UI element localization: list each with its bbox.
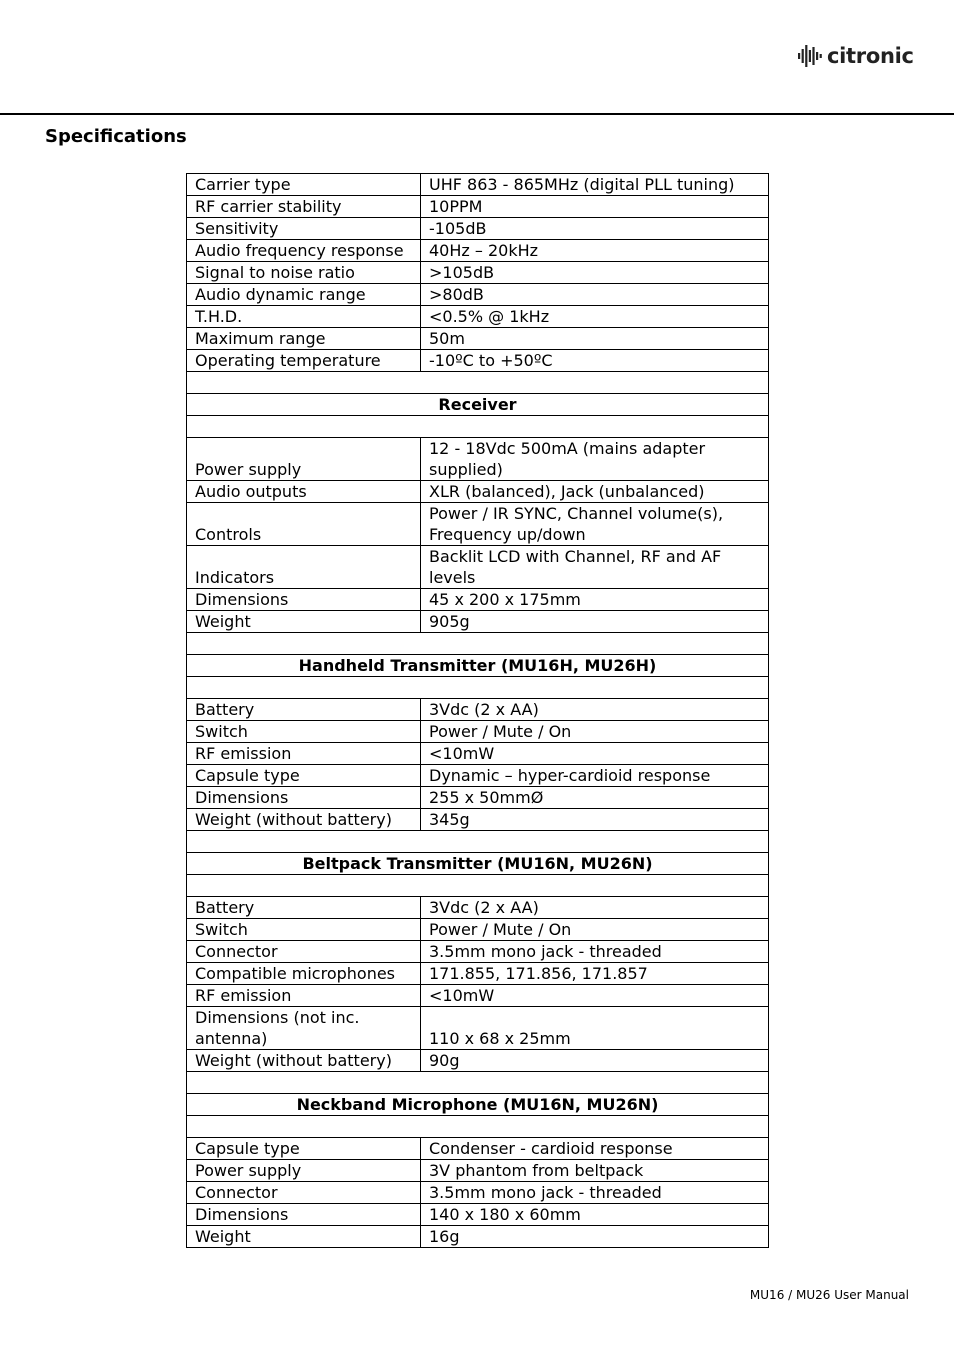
section-heading-row bbox=[187, 853, 769, 875]
spec-value: Power / Mute / On bbox=[421, 919, 769, 941]
spec-label: Sensitivity bbox=[187, 218, 421, 240]
spec-label: Battery bbox=[187, 699, 421, 721]
table-row bbox=[187, 1007, 769, 1050]
brand-logo bbox=[797, 42, 914, 70]
spec-value: XLR (balanced), Jack (unbalanced) bbox=[421, 481, 769, 503]
spec-value: 171.855, 171.856, 171.857 bbox=[421, 963, 769, 985]
spec-value: Condenser - cardioid response bbox=[421, 1138, 769, 1160]
spec-label: Audio dynamic range bbox=[187, 284, 421, 306]
spec-label: Weight bbox=[187, 611, 421, 633]
spec-value: -10ºC to +50ºC bbox=[421, 350, 769, 372]
spec-value: 45 x 200 x 175mm bbox=[421, 589, 769, 611]
spec-label: RF emission bbox=[187, 985, 421, 1007]
table-row bbox=[187, 1138, 769, 1160]
spec-label: Dimensions bbox=[187, 589, 421, 611]
spec-value: >80dB bbox=[421, 284, 769, 306]
spec-label: Dimensions (not inc. antenna) bbox=[187, 1007, 421, 1050]
table-row bbox=[187, 481, 769, 503]
spec-value: 345g bbox=[421, 809, 769, 831]
table-row bbox=[187, 1160, 769, 1182]
spec-value: UHF 863 - 865MHz (digital PLL tuning) bbox=[421, 174, 769, 196]
table-row bbox=[187, 787, 769, 809]
table-row bbox=[187, 721, 769, 743]
spacer-cell bbox=[187, 372, 769, 394]
section-heading: Receiver bbox=[187, 394, 769, 416]
spec-label: Operating temperature bbox=[187, 350, 421, 372]
table-row bbox=[187, 174, 769, 196]
spec-value: 3.5mm mono jack - threaded bbox=[421, 1182, 769, 1204]
spec-label: Connector bbox=[187, 1182, 421, 1204]
spacer-cell bbox=[187, 831, 769, 853]
section-heading: Beltpack Transmitter (MU16N, MU26N) bbox=[187, 853, 769, 875]
spacer-cell bbox=[187, 677, 769, 699]
spec-label: T.H.D. bbox=[187, 306, 421, 328]
spec-label: Power supply bbox=[187, 1160, 421, 1182]
table-row bbox=[187, 809, 769, 831]
spec-label: Weight (without battery) bbox=[187, 1050, 421, 1072]
spacer-cell bbox=[187, 416, 769, 438]
spacer-row bbox=[187, 416, 769, 438]
spec-value: <0.5% @ 1kHz bbox=[421, 306, 769, 328]
spec-label: Dimensions bbox=[187, 1204, 421, 1226]
table-row bbox=[187, 1182, 769, 1204]
spec-value: >105dB bbox=[421, 262, 769, 284]
table-row bbox=[187, 919, 769, 941]
spacer-cell bbox=[187, 633, 769, 655]
table-row bbox=[187, 941, 769, 963]
spec-value: Power / IR SYNC, Channel volume(s), Frequency up/down bbox=[421, 503, 769, 546]
spec-label: RF emission bbox=[187, 743, 421, 765]
table-row bbox=[187, 897, 769, 919]
spec-label: Audio outputs bbox=[187, 481, 421, 503]
spacer-cell bbox=[187, 1116, 769, 1138]
section-heading: Neckband Microphone (MU16N, MU26N) bbox=[187, 1094, 769, 1116]
spec-value: Power / Mute / On bbox=[421, 721, 769, 743]
spec-label: RF carrier stability bbox=[187, 196, 421, 218]
spacer-row bbox=[187, 1116, 769, 1138]
table-row bbox=[187, 328, 769, 350]
spec-value: <10mW bbox=[421, 743, 769, 765]
table-row bbox=[187, 611, 769, 633]
spec-label: Switch bbox=[187, 721, 421, 743]
spec-label: Controls bbox=[187, 503, 421, 546]
table-row bbox=[187, 306, 769, 328]
page-title: Specifications bbox=[45, 126, 187, 147]
table-row bbox=[187, 743, 769, 765]
spec-label: Battery bbox=[187, 897, 421, 919]
spec-value: Dynamic – hyper-cardioid response bbox=[421, 765, 769, 787]
header-divider bbox=[0, 113, 954, 115]
spec-value: 90g bbox=[421, 1050, 769, 1072]
table-row bbox=[187, 765, 769, 787]
spec-value: 905g bbox=[421, 611, 769, 633]
spec-label: Switch bbox=[187, 919, 421, 941]
table-row bbox=[187, 240, 769, 262]
table-row bbox=[187, 503, 769, 546]
spec-label: Maximum range bbox=[187, 328, 421, 350]
spec-value: 16g bbox=[421, 1226, 769, 1248]
section-heading-row bbox=[187, 394, 769, 416]
table-row bbox=[187, 589, 769, 611]
table-row bbox=[187, 1204, 769, 1226]
table-row bbox=[187, 438, 769, 481]
spec-label: Connector bbox=[187, 941, 421, 963]
spacer-cell bbox=[187, 1072, 769, 1094]
spec-label: Compatible microphones bbox=[187, 963, 421, 985]
table-row bbox=[187, 546, 769, 589]
spec-value: 3V phantom from beltpack bbox=[421, 1160, 769, 1182]
spacer-row bbox=[187, 633, 769, 655]
spec-label: Capsule type bbox=[187, 1138, 421, 1160]
brand-name: citronic bbox=[827, 44, 914, 68]
table-row bbox=[187, 196, 769, 218]
spacer-row bbox=[187, 677, 769, 699]
table-row bbox=[187, 985, 769, 1007]
page-footer: MU16 / MU26 User Manual bbox=[749, 1288, 909, 1302]
spec-value: 3.5mm mono jack - threaded bbox=[421, 941, 769, 963]
section-heading: Handheld Transmitter (MU16H, MU26H) bbox=[187, 655, 769, 677]
table-row bbox=[187, 262, 769, 284]
table-row bbox=[187, 218, 769, 240]
spec-value: 140 x 180 x 60mm bbox=[421, 1204, 769, 1226]
table-row bbox=[187, 284, 769, 306]
spec-label: Dimensions bbox=[187, 787, 421, 809]
spacer-row bbox=[187, 1072, 769, 1094]
table-row bbox=[187, 963, 769, 985]
spec-label: Weight bbox=[187, 1226, 421, 1248]
citronic-logo-icon bbox=[797, 43, 823, 69]
section-heading-row bbox=[187, 1094, 769, 1116]
spacer-row bbox=[187, 831, 769, 853]
table-row bbox=[187, 1050, 769, 1072]
spec-label: Capsule type bbox=[187, 765, 421, 787]
spec-value: 255 x 50mmØ bbox=[421, 787, 769, 809]
spec-label: Audio frequency response bbox=[187, 240, 421, 262]
spacer-cell bbox=[187, 875, 769, 897]
spec-value: 110 x 68 x 25mm bbox=[421, 1007, 769, 1050]
spec-label: Carrier type bbox=[187, 174, 421, 196]
spec-label: Indicators bbox=[187, 546, 421, 589]
spec-value: 40Hz – 20kHz bbox=[421, 240, 769, 262]
spec-value: -105dB bbox=[421, 218, 769, 240]
spec-label: Signal to noise ratio bbox=[187, 262, 421, 284]
spec-label: Power supply bbox=[187, 438, 421, 481]
section-heading-row bbox=[187, 655, 769, 677]
spec-value: <10mW bbox=[421, 985, 769, 1007]
spec-value: Backlit LCD with Channel, RF and AF levels bbox=[421, 546, 769, 589]
table-row bbox=[187, 699, 769, 721]
spacer-row bbox=[187, 875, 769, 897]
spec-value: 50m bbox=[421, 328, 769, 350]
spec-value: 10PPM bbox=[421, 196, 769, 218]
spec-value: 3Vdc (2 x AA) bbox=[421, 897, 769, 919]
spec-value: 3Vdc (2 x AA) bbox=[421, 699, 769, 721]
spec-value: 12 - 18Vdc 500mA (mains adapter supplied) bbox=[421, 438, 769, 481]
table-row bbox=[187, 350, 769, 372]
spec-label: Weight (without battery) bbox=[187, 809, 421, 831]
table-row bbox=[187, 1226, 769, 1248]
spacer-row bbox=[187, 372, 769, 394]
specifications-table bbox=[186, 173, 769, 1248]
